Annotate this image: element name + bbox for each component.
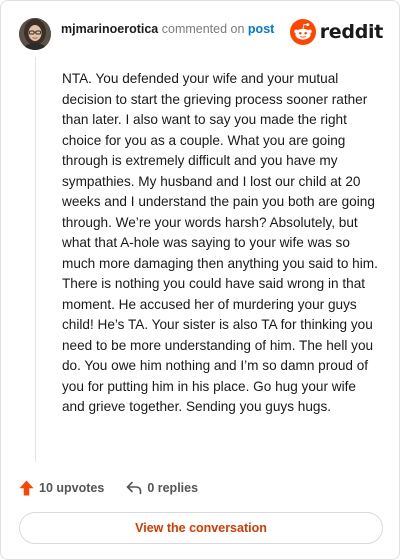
avatar[interactable] [19, 18, 51, 50]
commented-label: commented on [161, 22, 245, 36]
comment-meta [61, 21, 274, 37]
reply-count: 0 replies [147, 481, 199, 495]
brand-wordmark: reddit [319, 21, 383, 43]
upvote-button[interactable] [19, 480, 104, 496]
thread-line [35, 57, 36, 462]
upvote-count: 10 upvotes [39, 481, 105, 495]
upvote-arrow-icon [19, 480, 34, 496]
reply-arrow-icon [126, 481, 142, 495]
reddit-snoo-icon [290, 19, 316, 45]
reddit-brand[interactable] [290, 19, 383, 45]
comment-body: NTA. You defended your wife and your mutual decision to start the grieving process sooner rather than later. I also want to say you made the right choice for you as a couple. What you are going through is extremely difficult and you have my sympathies. My husband and I lost our child at 20 weeks and I understand the pain you both are going through. We’re your words harsh? Absolutely, but what that A-hole was saying to your wife was so much more damaging then anything you said to him. There is nothing you could have said wrong in that moment. He accused her of murdering your guys child! He’s TA. Your sister is also TA for thinking you need to be more understanding of him. The hell you do. You owe him nothing and I’m so damn proud of you for putting him in his place. Go hug your wife and grieve together. Sending you guys hugs. [62, 71, 378, 414]
post-link[interactable]: post [247, 22, 275, 36]
avatar-image [19, 18, 51, 50]
comment-header [19, 17, 383, 51]
comment-actions [19, 477, 198, 499]
username-link[interactable]: mjmarinoerotica [61, 22, 159, 36]
replies-button[interactable] [126, 481, 198, 495]
view-conversation-button[interactable]: View the conversation [19, 512, 383, 544]
